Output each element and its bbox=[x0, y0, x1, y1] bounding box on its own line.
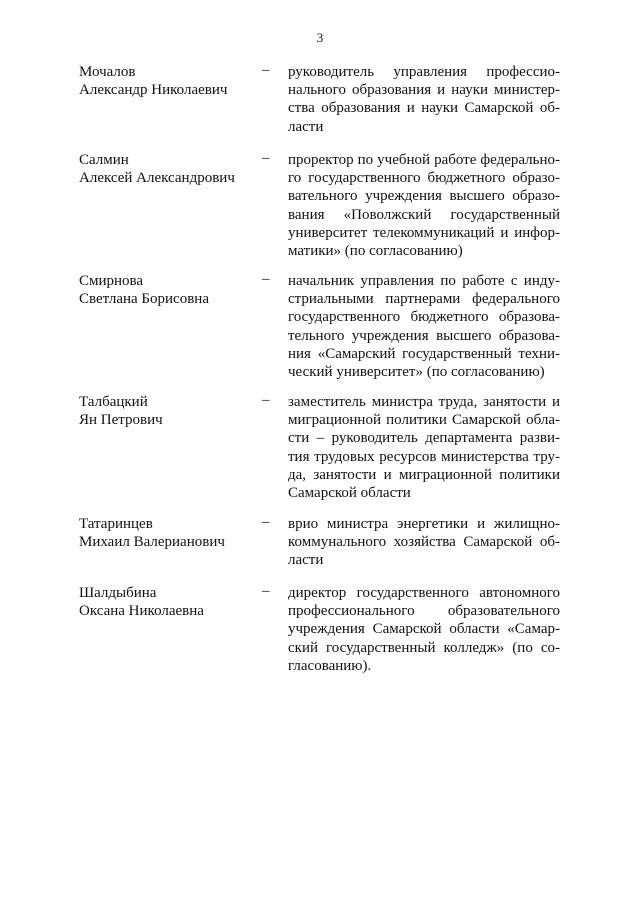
separator-dash: – bbox=[262, 392, 270, 408]
member-surname: Шалдыбина bbox=[79, 585, 157, 601]
member-surname: Татаринцев bbox=[79, 516, 153, 532]
member-name bbox=[79, 151, 259, 187]
member-given-names: Александр Николаевич bbox=[79, 82, 228, 98]
member-given-names: Михаил Валерианович bbox=[79, 534, 225, 550]
separator-dash: – bbox=[262, 62, 270, 78]
role-line: ский государственный колледж» (по со- bbox=[288, 639, 560, 656]
role-line: сти – руководитель департамента разви- bbox=[288, 430, 560, 447]
role-line: нального образования и науки министер- bbox=[288, 82, 560, 99]
member-name bbox=[79, 515, 259, 551]
role-line: ласти bbox=[288, 118, 324, 135]
role-line: ласти bbox=[288, 552, 324, 569]
member-name bbox=[79, 272, 259, 308]
member-surname: Талбацкий bbox=[79, 394, 148, 410]
role-line: заместитель министра труда, занятости и bbox=[288, 394, 560, 410]
member-surname: Смирнова bbox=[79, 273, 144, 289]
member-role bbox=[288, 393, 560, 502]
member-name bbox=[79, 63, 259, 99]
separator-dash: – bbox=[262, 514, 270, 530]
role-line: начальник управления по работе с инду- bbox=[288, 273, 560, 289]
role-line: стриальными партнерами федерального bbox=[288, 291, 560, 308]
role-line: ства образования и науки Самарской об- bbox=[288, 100, 560, 117]
member-given-names: Ян Петрович bbox=[79, 412, 163, 428]
separator-dash: – bbox=[262, 583, 270, 599]
role-line: матики» (по согласованию) bbox=[288, 243, 463, 260]
member-role bbox=[288, 63, 560, 136]
member-given-names: Оксана Николаевна bbox=[79, 603, 204, 619]
member-role bbox=[288, 584, 560, 675]
separator-dash: – bbox=[262, 150, 270, 166]
member-surname: Мочалов bbox=[79, 64, 136, 80]
role-line: директор государственного автономного bbox=[288, 585, 560, 601]
member-given-names: Алексей Александрович bbox=[79, 170, 235, 186]
role-line: вательного учреждения высшего образо- bbox=[288, 188, 560, 205]
role-line: профессионального образовательного bbox=[288, 603, 560, 620]
role-line: ческий университет» (по согласованию) bbox=[288, 364, 545, 381]
member-name bbox=[79, 584, 259, 620]
role-line: коммунального хозяйства Самарской об- bbox=[288, 534, 560, 551]
role-line: Самарской области bbox=[288, 485, 411, 502]
role-line: тельного учреждения высшего образова- bbox=[288, 327, 560, 344]
member-name bbox=[79, 393, 259, 429]
role-line: миграционной политики Самарской обла- bbox=[288, 412, 560, 429]
role-line: учреждения Самарской области «Самар- bbox=[288, 621, 560, 638]
page-number: 3 bbox=[316, 30, 324, 45]
role-line: ния «Самарский государственный техни- bbox=[288, 345, 560, 362]
role-line: вания «Поволжский государственный bbox=[288, 206, 560, 223]
member-given-names: Светлана Борисовна bbox=[79, 291, 209, 307]
role-line: да, занятости и миграционной политики bbox=[288, 466, 560, 483]
member-role bbox=[288, 272, 560, 381]
role-line: го государственного бюджетного образо- bbox=[288, 170, 560, 187]
role-line: университет телекоммуникаций и инфор- bbox=[288, 224, 560, 241]
member-role bbox=[288, 151, 560, 260]
role-line: государственного бюджетного образова- bbox=[288, 309, 560, 326]
role-line: тия трудовых ресурсов министерства тру- bbox=[288, 448, 560, 465]
member-role bbox=[288, 515, 560, 570]
role-line: руководитель управления профессио- bbox=[288, 64, 560, 80]
role-line: врио министра энергетики и жилищно- bbox=[288, 516, 560, 532]
separator-dash: – bbox=[262, 271, 270, 287]
role-line: гласованию). bbox=[288, 657, 372, 674]
role-line: проректор по учебной работе федерально- bbox=[288, 152, 560, 168]
member-surname: Салмин bbox=[79, 152, 129, 168]
